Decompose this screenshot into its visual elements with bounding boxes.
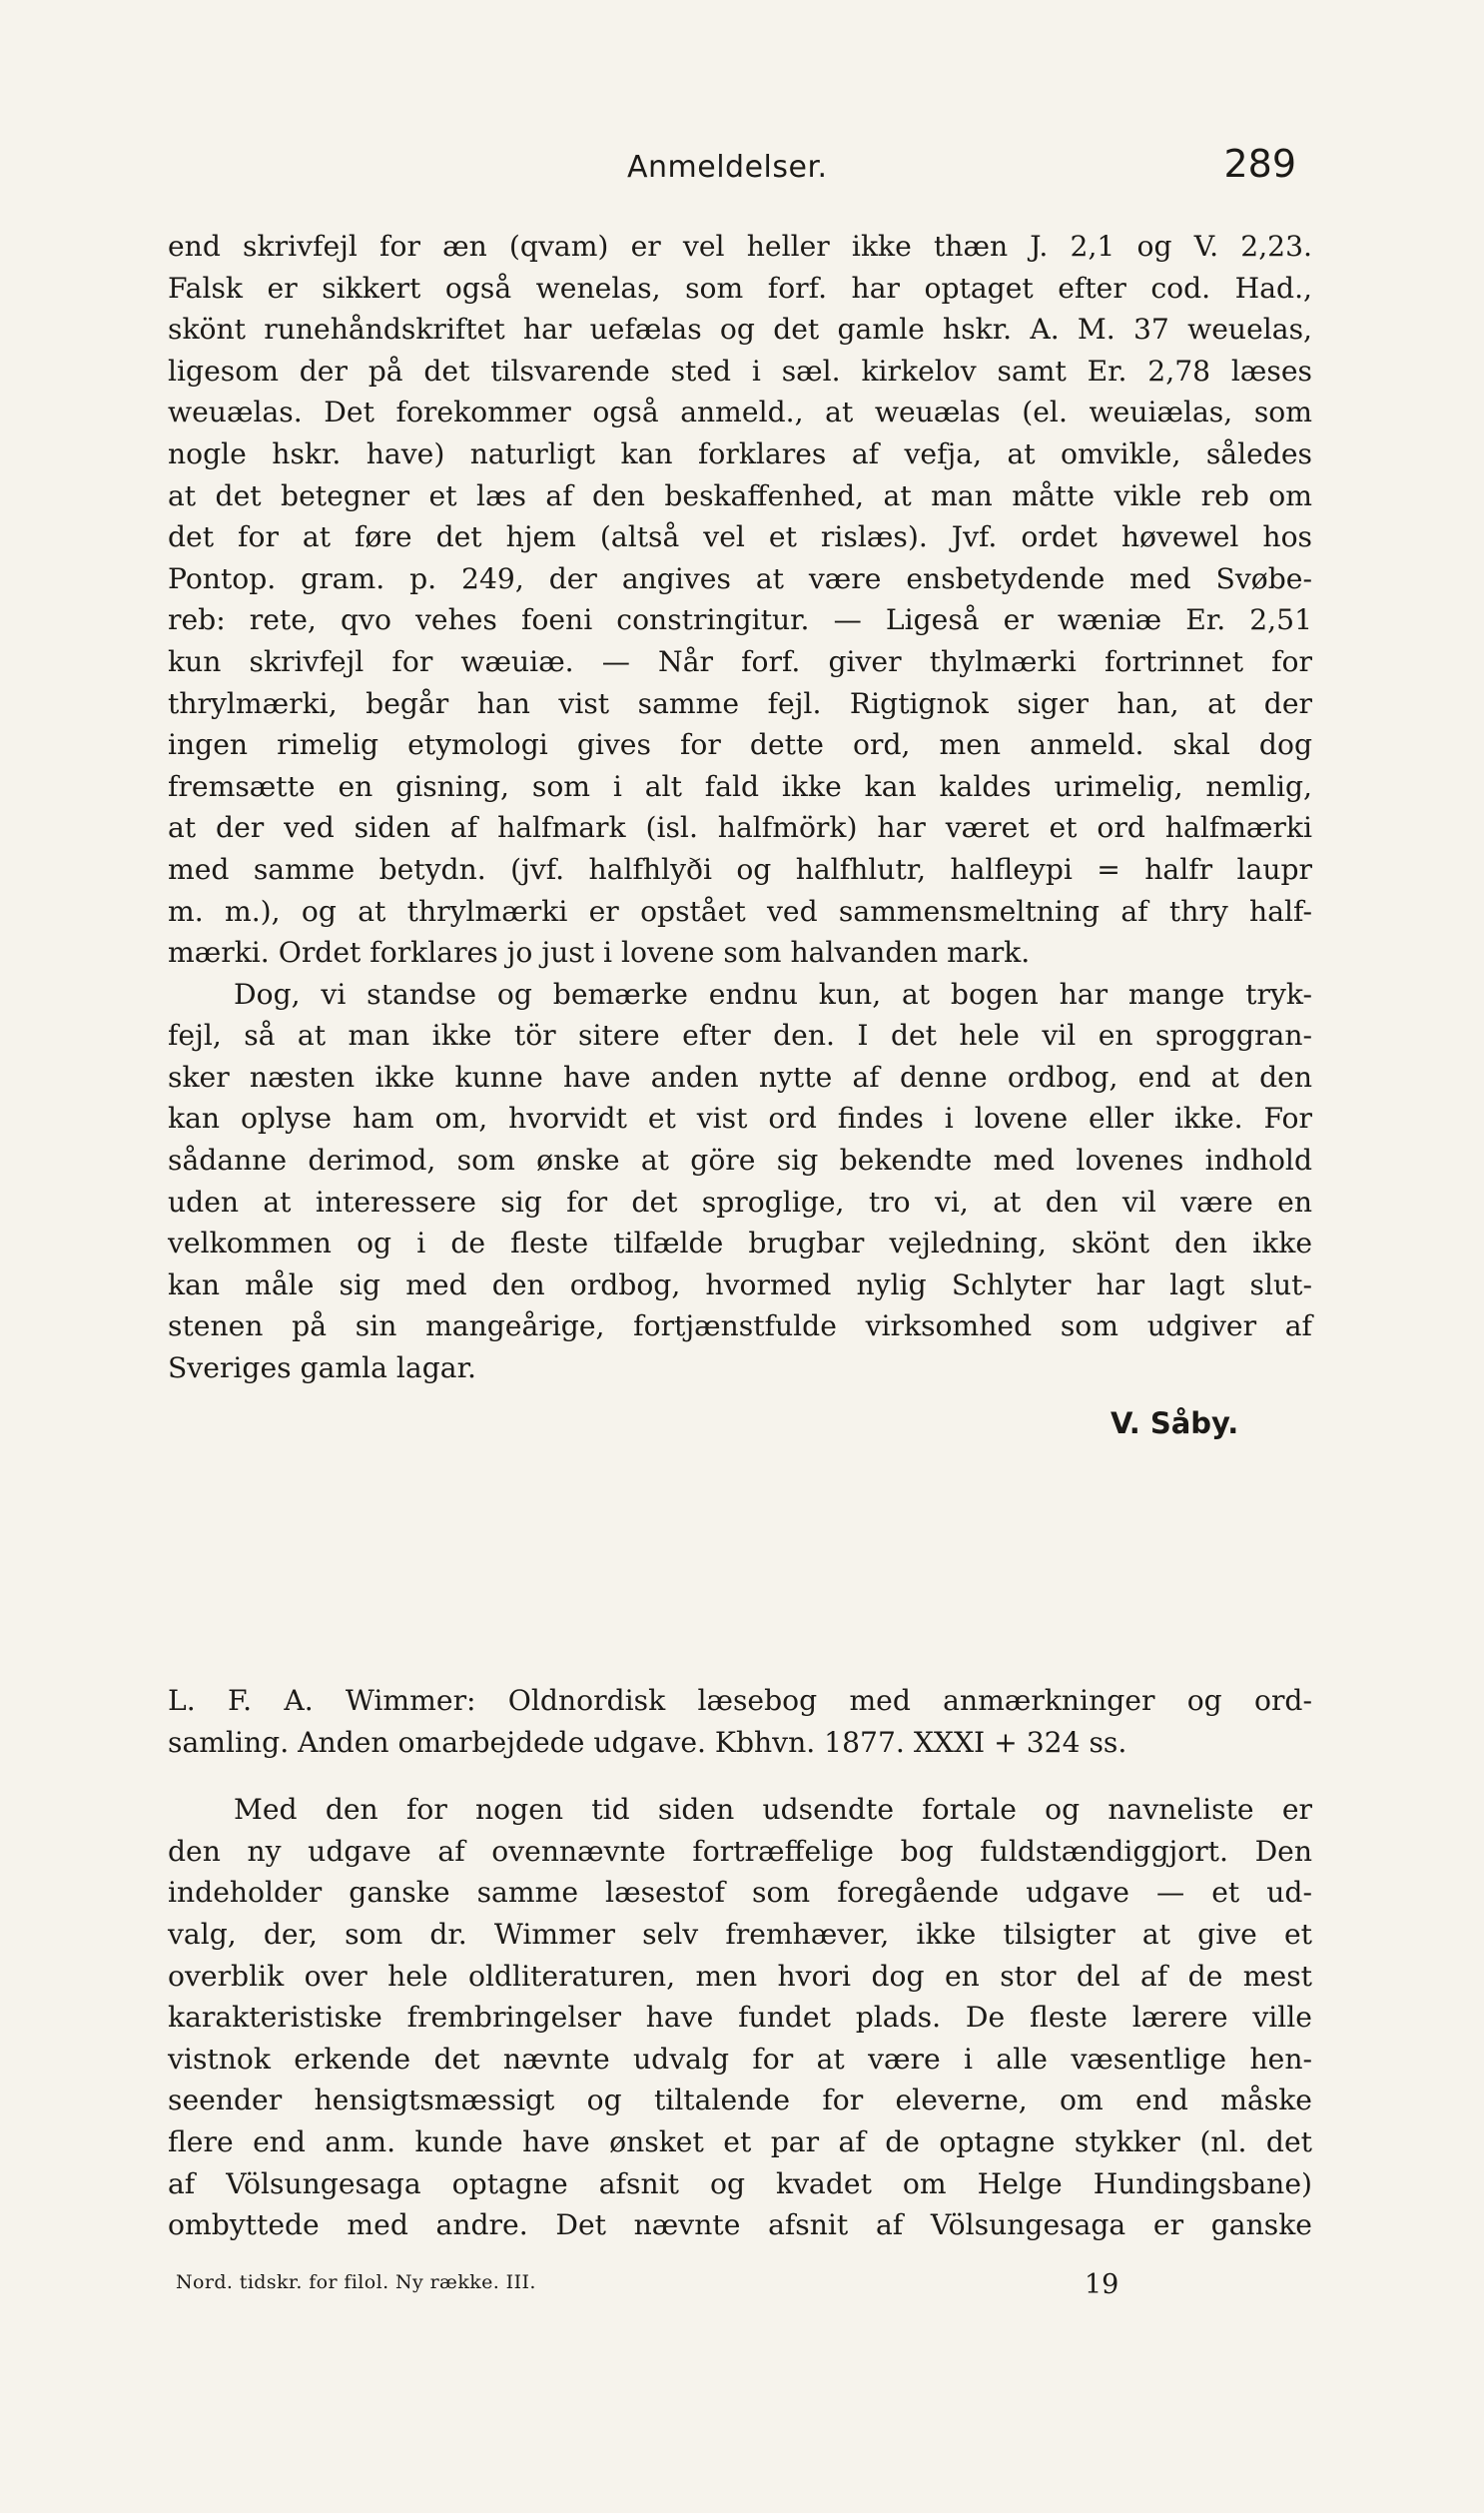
running-title: Anmeldelser.	[627, 150, 828, 185]
text-line: det for at føre det hjem (altså vel et rislæs). Jvf. ordet høvewel hos	[168, 520, 1312, 554]
text-line: at det betegner et læs af den beskaffenhed, at man måtte vikle reb om	[168, 478, 1312, 512]
text-line: sker næsten ikke kunne have anden nytte af denne ordbog, end at den	[168, 1060, 1312, 1094]
review-two	[168, 1680, 1312, 2246]
paragraph-gap	[168, 1763, 1312, 1789]
reviewer-signature: V. Såby.	[1111, 1406, 1239, 1440]
text-line: skönt runehåndskriftet har uefælas og det gamle hskr. A. M. 37 weuelas,	[168, 313, 1312, 347]
text-line: mærki. Ordet forklares jo just i lovene som halvanden mark.	[168, 936, 1031, 970]
text-line: indeholder ganske samme læsestof som foregående udgave — et ud-	[168, 1876, 1312, 1910]
text-line: fejl, så at man ikke tör sitere efter den. I det hele vil en sproggran-	[168, 1019, 1312, 1053]
page-footer	[168, 2269, 1312, 2309]
text-line: at der ved siden af halfmark (isl. halfmörk) har været et ord halfmærki	[168, 811, 1312, 845]
text-line: Sveriges gamla lagar.	[168, 1351, 476, 1385]
text-line: Med den for nogen tid siden udsendte fortale og navneliste er	[234, 1793, 1312, 1827]
text-line: stenen på sin mangeårige, fortjænstfulde virksomhed som udgiver af	[168, 1309, 1312, 1343]
text-line: weuælas. Det forekommer også anmeld., at weuælas (el. weuiælas, som	[168, 396, 1312, 429]
journal-reference: Nord. tidskr. for filol. Ny række. III.	[176, 2271, 536, 2293]
review-heading-line: samling. Anden omarbejdede udgave. Kbhvn. 1877. XXXI + 324 ss.	[168, 1725, 1127, 1759]
text-line: seender hensigtsmæssigt og tiltalende for eleverne, om end måske	[168, 2084, 1312, 2117]
text-line: uden at interessere sig for det sproglige, tro vi, at den vil være en	[168, 1185, 1312, 1219]
running-head	[168, 142, 1316, 192]
text-line: ingen rimelig etymologi gives for dette ord, men anmeld. skal dog	[168, 728, 1312, 762]
review-one-body	[168, 226, 1312, 1389]
page-number: 289	[1223, 142, 1296, 186]
text-line: den ny udgave af ovennævnte fortræffelige bog fuldstændiggjort. Den	[168, 1834, 1312, 1868]
text-line: kan oplyse ham om, hvorvidt et vist ord findes i lovene eller ikke. For	[168, 1102, 1312, 1136]
text-line: flere end anm. kunde have ønsket et par af de optagne stykker (nl. det	[168, 2124, 1312, 2158]
text-line: vistnok erkende det nævnte udvalg for at være i alle væsentlige hen-	[168, 2042, 1312, 2076]
text-line: thrylmærki, begår han vist samme fejl. Rigtignok siger han, at der	[168, 686, 1312, 720]
text-line: kan måle sig med den ordbog, hvormed nylig Schlyter har lagt slut-	[168, 1267, 1312, 1301]
text-line: ligesom der på det tilsvarende sted i sæl. kirkelov samt Er. 2,78 læses	[168, 354, 1312, 388]
text-line: kun skrivfejl for wæuiæ. — Når forf. giver thylmærki fortrinnet for	[168, 644, 1312, 678]
text-line: sådanne derimod, som ønske at göre sig bekendte med lovenes indhold	[168, 1144, 1312, 1178]
signature-mark: 19	[1085, 2269, 1119, 2300]
text-line: ombyttede med andre. Det nævnte afsnit af Völsungesaga er ganske	[168, 2208, 1312, 2242]
text-line: fremsætte en gisning, som i alt fald ikke kan kaldes urimelig, nemlig,	[168, 769, 1312, 803]
text-line: med samme betydn. (jvf. halfhlyði og halfhlutr, halfleypi = halfr laupr	[168, 852, 1312, 886]
text-line: af Völsungesaga optagne afsnit og kvadet om Helge Hundingsbane)	[168, 2166, 1312, 2200]
text-line: Pontop. gram. p. 249, der angives at være ensbetydende med Svøbe-	[168, 561, 1312, 595]
text-line: end skrivfejl for æn (qvam) er vel heller ikke thæn J. 2,1 og V. 2,23.	[168, 230, 1312, 263]
text-line: overblik over hele oldliteraturen, men hvori dog en stor del af de mest	[168, 1959, 1312, 1993]
text-line: velkommen og i de fleste tilfælde brugbar vejledning, skönt den ikke	[168, 1227, 1312, 1260]
text-line: karakteristiske frembringelser have fundet plads. De fleste lærere ville	[168, 2001, 1312, 2035]
text-line: Dog, vi standse og bemærke endnu kun, at bogen har mange tryk-	[234, 977, 1312, 1011]
text-line: nogle hskr. have) naturligt kan forklares af vefja, at omvikle, således	[168, 436, 1312, 470]
text-line: Falsk er sikkert også wenelas, som forf. har optaget efter cod. Had.,	[168, 271, 1312, 305]
review-heading-line: L. F. A. Wimmer: Oldnordisk læsebog med anmærkninger og ord-	[168, 1684, 1312, 1717]
text-line: valg, der, som dr. Wimmer selv fremhæver, ikke tilsigter at give et	[168, 1917, 1312, 1951]
text-line: reb: rete, qvo vehes foeni constringitur. — Ligeså er wæniæ Er. 2,51	[168, 603, 1312, 637]
text-line: m. m.), og at thrylmærki er opstået ved sammensmeltning af thry half-	[168, 894, 1312, 928]
